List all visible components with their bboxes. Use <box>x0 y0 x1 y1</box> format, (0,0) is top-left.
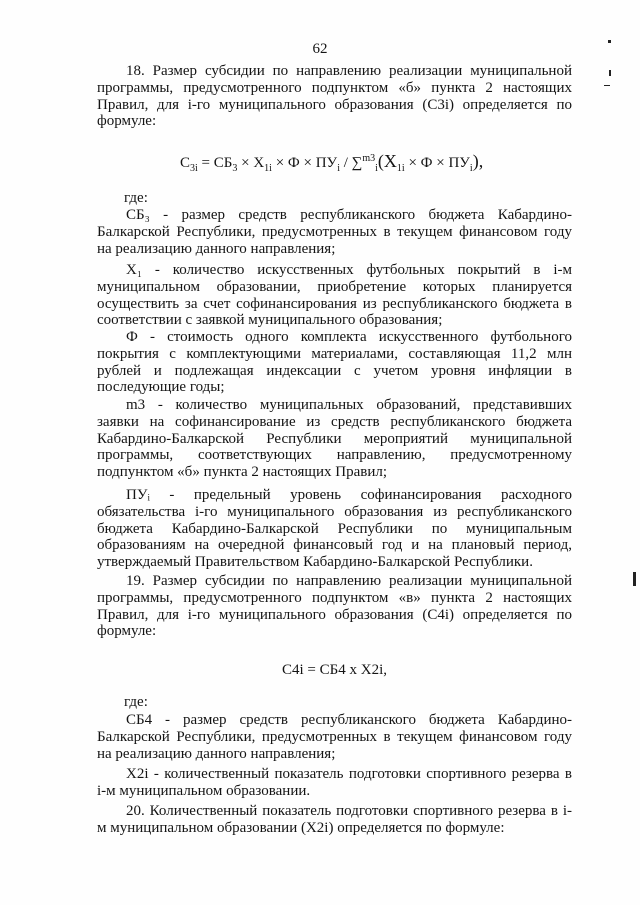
paragraph-20: 20. Количественный показатель подготовки спортивного резерва в i-м муниципальном образовании (Х2i) определяется по формуле: <box>97 803 572 836</box>
paragraph-19: 19. Размер субсидии по направлению реализации муниципальной программы, предусмотренного подпунктом «в» пункта 2 настоящих Правил, для i-го муниципального образования (С4i) определяется по формуле: <box>97 573 572 640</box>
definition-x1: Х₁ - количество искусственных футбольных покрытий в i-м муниципальном образовании, приобретение которых планируется осуществить за счет софинансирования из республиканского бюджета в соответствии с заявкой муниципального образования; <box>97 262 572 329</box>
where-label-2: где: <box>124 694 148 710</box>
definition-sb3: СБ₃ - размер средств республиканского бюджета Кабардино-Балкарской Республики, предусмотренных в текущем финансовом году на реализацию данного направления; <box>97 207 572 257</box>
paragraph-18: 18. Размер субсидии по направлению реализации муниципальной программы, предусмотренного подпунктом «б» пункта 2 настоящих Правил, для i-го муниципального образования (С3i) определяется по формуле: <box>97 63 572 130</box>
definition-pu: ПУᵢ - предельный уровень софинансирования расходного обязательства i-го муниципального образования из республиканского бюджета Кабардино-Балкарской Республики по муниципальным образованиям на очередной финансовый год и на плановый период, утверждаемый Правительством Кабардино-Балкарской Республики. <box>97 487 572 571</box>
scan-mark <box>608 40 611 43</box>
scan-mark <box>633 572 636 586</box>
definition-sb4: СБ4 - размер средств республиканского бюджета Кабардино-Балкарской Республики, предусмотренных в текущем финансовом году на реализацию данного направления; <box>97 712 572 762</box>
definition-m3: m3 - количество муниципальных образований, представивших заявки на софинансирование из средств республиканского бюджета Кабардино-Балкарской Республики мероприятий муниципальной программы, соответствующих направлению, предусмотренному подпунктом «б» пункта 2 настоящих Правил; <box>97 397 572 481</box>
formula-c4i: С4i = СБ4 х Х2i, <box>282 662 387 678</box>
definition-f: Ф - стоимость одного комплекта искусственного футбольного покрытия с комплектующими материалами, составляющая 11,2 млн рублей и подлежащая индексации с учетом уровня инфляции в последующие годы; <box>97 329 572 396</box>
page-number: 62 <box>312 41 328 57</box>
formula-c3i: $С_{3i} = СБ_3 \times Х_{1i} \times Ф \times ПУ_i / \sum^{m3}_i(Х_{1i} \times Ф \times ПУ_i)$, <box>180 151 484 174</box>
scan-mark <box>604 85 610 86</box>
definition-x2: Х2i - количественный показатель подготовки спортивного резерва в i-м муниципальном образовании. <box>97 766 572 799</box>
where-label: где: <box>124 190 148 206</box>
scan-mark <box>609 70 611 76</box>
